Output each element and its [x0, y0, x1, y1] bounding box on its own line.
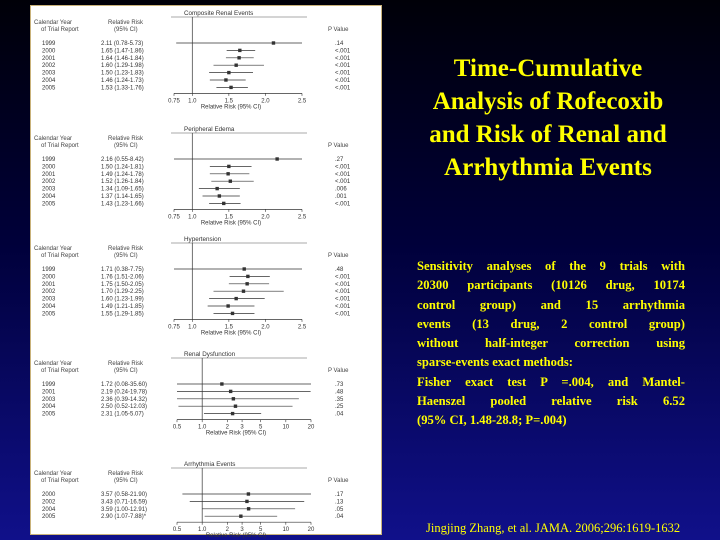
point-estimate-marker [227, 71, 230, 74]
body-line: events (13 drug, 2 control group) [417, 316, 685, 331]
point-estimate-marker [229, 180, 232, 183]
row-p-value: <.001 [335, 48, 351, 55]
row-year: 1999 [42, 157, 56, 163]
row-ci-text: 1.60 (1.23-1.99) [101, 296, 144, 303]
x-axis-label: Relative Risk (95% CI) [200, 104, 262, 111]
row-p-value: .73 [335, 382, 344, 388]
row-year: 2004 [42, 304, 56, 310]
point-estimate-marker [234, 405, 237, 408]
point-estimate-marker [215, 187, 218, 190]
header-p-value: P Value [328, 143, 349, 149]
row-p-value: .27 [335, 157, 344, 163]
row-ci-text: 1.55 (1.29-1.85) [101, 311, 144, 318]
row-p-value: .13 [335, 499, 344, 506]
row-ci-text: 1.50 (1.24-1.81) [101, 164, 144, 171]
row-p-value: <.001 [335, 281, 351, 288]
row-p-value: .04 [335, 411, 344, 418]
panel-title: Peripheral Edema [184, 126, 235, 133]
body-line: control group) and 15 arrhythmia [417, 297, 685, 312]
x-tick-label: 5 [258, 424, 263, 431]
row-p-value: .17 [335, 492, 344, 498]
point-estimate-marker [226, 172, 229, 175]
row-year: 2004 [42, 404, 56, 411]
header-relative-risk: Relative Risk [108, 246, 144, 252]
x-tick-label: 0.5 [172, 527, 182, 534]
body-line: 20300 participants (10126 drug, 10174 [417, 278, 685, 293]
row-year: 2001 [42, 281, 56, 288]
x-axis-label: Relative Risk (95% CI) [200, 330, 262, 337]
forest-plot-figure [30, 5, 382, 540]
point-estimate-marker [272, 41, 275, 44]
header-calendar-year: of Trial Report [41, 253, 79, 259]
x-tick-label: 20 [307, 424, 315, 431]
header-calendar-year: of Trial Report [41, 143, 79, 149]
row-year: 2003 [42, 70, 56, 77]
x-tick-label: 0.5 [172, 424, 182, 431]
header-calendar-year: Calendar Year [34, 246, 73, 252]
header-calendar-year: of Trial Report [41, 27, 79, 33]
point-estimate-marker [234, 297, 237, 300]
point-estimate-marker [245, 282, 248, 285]
row-year: 2001 [42, 171, 56, 178]
point-estimate-marker [247, 507, 250, 510]
row-ci-text: 2.90 (1.07-7.88)* [101, 514, 147, 521]
row-year: 1999 [42, 41, 56, 47]
row-year: 2002 [42, 289, 56, 296]
row-ci-text: 1.53 (1.33-1.76) [101, 85, 144, 92]
header-calendar-year: Calendar Year [34, 471, 73, 477]
row-ci-text: 1.71 (0.38-7.75) [101, 267, 144, 273]
x-tick-label: 2 [225, 424, 230, 431]
row-ci-text: 1.34 (1.09-1.65) [101, 186, 144, 193]
row-ci-text: 3.57 (0.58-21.90) [101, 492, 148, 498]
x-tick-label: 1.0 [188, 214, 197, 221]
point-estimate-marker [226, 304, 229, 307]
row-year: 2000 [42, 48, 56, 55]
x-tick-label: 3 [240, 424, 244, 431]
row-year: 2002 [42, 499, 56, 506]
x-tick-label: 1.0 [188, 98, 197, 105]
row-year: 2004 [42, 194, 56, 200]
point-estimate-marker [231, 312, 234, 315]
point-estimate-marker [218, 194, 221, 197]
x-tick-label: 1.5 [224, 214, 234, 221]
point-estimate-marker [247, 492, 250, 495]
header-p-value: P Value [328, 478, 349, 484]
row-ci-text: 1.49 (1.24-1.78) [101, 171, 144, 178]
row-year: 2005 [42, 201, 56, 208]
x-tick-label: 2.0 [261, 324, 270, 331]
point-estimate-marker [242, 290, 245, 293]
header-calendar-year: of Trial Report [41, 368, 79, 374]
row-p-value: <.001 [335, 201, 351, 208]
point-estimate-marker [232, 397, 235, 400]
row-year: 2005 [42, 311, 56, 318]
row-ci-text: 1.75 (1.50-2.05) [101, 281, 144, 288]
x-tick-label: 0.75 [168, 98, 180, 105]
row-p-value: <.001 [335, 296, 351, 303]
point-estimate-marker [234, 64, 237, 67]
row-p-value: .001 [335, 194, 347, 200]
body-line: without half-integer correction using [417, 336, 685, 351]
header-calendar-year: of Trial Report [41, 478, 79, 484]
header-relative-risk: (95% CI) [114, 478, 138, 484]
row-p-value: .35 [335, 396, 344, 403]
row-p-value: <.001 [335, 164, 351, 171]
title-line: Time-Cumulative [453, 55, 643, 82]
row-ci-text: 1.49 (1.21-1.85) [101, 304, 144, 310]
title-line: Analysis of Rofecoxib [432, 88, 664, 115]
point-estimate-marker [275, 157, 278, 160]
panel-title: Composite Renal Events [184, 10, 254, 17]
x-tick-label: 10 [282, 527, 290, 534]
row-ci-text: 1.43 (1.23-1.66) [101, 201, 144, 208]
row-ci-text: 3.43 (0.71-16.59) [101, 499, 148, 506]
point-estimate-marker [239, 515, 242, 518]
forest-plot-svg [31, 6, 381, 540]
row-ci-text: 1.60 (1.29-1.98) [101, 63, 144, 70]
row-year: 2003 [42, 396, 56, 403]
row-year: 2000 [42, 492, 56, 498]
row-ci-text: 1.64 (1.46-1.84) [101, 55, 144, 62]
body-line: sparse-events exact methods: [417, 355, 573, 370]
row-ci-text: 2.11 (0.78-5.73) [101, 41, 144, 47]
row-p-value: .48 [335, 267, 344, 273]
row-year: 2005 [42, 411, 56, 418]
row-year: 1999 [42, 267, 56, 273]
row-year: 2000 [42, 164, 56, 171]
title-line: and Risk of Renal and [429, 121, 667, 148]
x-tick-label: 2.5 [297, 324, 307, 331]
row-p-value: <.001 [335, 179, 351, 186]
row-p-value: .48 [335, 389, 344, 396]
row-p-value: .05 [335, 506, 344, 513]
row-year: 2000 [42, 274, 56, 281]
slide-title [400, 52, 696, 184]
panel-title: Hypertension [184, 236, 222, 243]
header-relative-risk: Relative Risk [108, 20, 144, 26]
x-tick-label: 0.75 [168, 214, 180, 221]
row-p-value: <.001 [335, 311, 351, 318]
x-axis-label: Relative Risk (95% CI) [205, 533, 267, 540]
point-estimate-marker [238, 49, 241, 52]
point-estimate-marker [229, 390, 232, 393]
panel-title: Renal Dysfunction [184, 351, 236, 358]
row-ci-text: 1.65 (1.47-1.86) [101, 48, 144, 55]
row-ci-text: 2.36 (0.39-14.32) [101, 396, 148, 403]
point-estimate-marker [246, 275, 249, 278]
row-p-value: <.001 [335, 63, 351, 70]
header-relative-risk: (95% CI) [114, 253, 138, 259]
header-p-value: P Value [328, 253, 349, 259]
row-p-value: <.001 [335, 78, 351, 84]
citation: Jingjing Zhang, et al. JAMA. 2006;296:1619-1632 [426, 521, 681, 535]
point-estimate-marker [222, 202, 225, 205]
row-p-value: .14 [335, 41, 344, 47]
row-ci-text: 2.16 (0.55-8.42) [101, 157, 144, 163]
header-relative-risk: (95% CI) [114, 368, 138, 374]
point-estimate-marker [231, 412, 234, 415]
header-calendar-year: Calendar Year [34, 361, 73, 367]
x-tick-label: 2.0 [261, 214, 270, 221]
title-line: Arrhythmia Events [444, 154, 652, 181]
row-year: 2004 [42, 78, 56, 84]
x-tick-label: 10 [282, 424, 290, 431]
row-p-value: <.001 [335, 171, 351, 178]
body-line: Sensitivity analyses of the 9 trials with [417, 259, 685, 273]
row-p-value: .006 [335, 186, 347, 193]
point-estimate-marker [224, 78, 227, 81]
row-ci-text: 1.50 (1.23-1.83) [101, 70, 144, 77]
header-relative-risk: (95% CI) [114, 143, 138, 149]
row-p-value: <.001 [335, 289, 351, 296]
point-estimate-marker [243, 267, 246, 270]
x-tick-label: 20 [307, 527, 315, 534]
x-tick-label: 3 [240, 527, 244, 534]
header-relative-risk: Relative Risk [108, 471, 144, 477]
row-p-value: <.001 [335, 85, 351, 92]
row-year: 1999 [42, 382, 56, 388]
row-ci-text: 2.19 (0.24-19.78) [101, 389, 148, 396]
row-p-value: <.001 [335, 55, 351, 62]
row-p-value: .04 [335, 514, 344, 521]
body-line: (95% CI, 1.48-28.8; P=.004) [417, 413, 567, 428]
row-year: 2005 [42, 85, 56, 92]
point-estimate-marker [229, 86, 232, 89]
x-tick-label: 2.5 [297, 214, 307, 221]
header-relative-risk: Relative Risk [108, 361, 144, 367]
row-p-value: .25 [335, 404, 344, 411]
row-ci-text: 1.46 (1.24-1.73) [101, 78, 144, 84]
x-axis-label: Relative Risk (95% CI) [205, 430, 267, 437]
row-year: 2005 [42, 514, 56, 521]
x-tick-label: 0.75 [168, 324, 180, 331]
body-line: Fisher exact test P =.004, and Mantel- [417, 374, 685, 389]
row-ci-text: 3.59 (1.00-12.91) [101, 506, 148, 513]
x-tick-label: 1.0 [188, 324, 197, 331]
row-year: 2002 [42, 179, 56, 186]
row-year: 2002 [42, 63, 56, 70]
row-ci-text: 1.76 (1.51-2.06) [101, 274, 144, 281]
row-year: 2003 [42, 296, 56, 303]
x-tick-label: 1.0 [198, 527, 207, 534]
row-ci-text: 1.72 (0.08-35.60) [101, 382, 148, 388]
body-line: Haenszel pooled relative risk 6.52 [417, 394, 685, 409]
header-relative-risk: (95% CI) [114, 27, 138, 33]
header-relative-risk: Relative Risk [108, 136, 144, 142]
point-estimate-marker [245, 500, 248, 503]
row-ci-text: 1.52 (1.26-1.84) [101, 179, 144, 186]
header-calendar-year: Calendar Year [34, 136, 73, 142]
point-estimate-marker [220, 382, 223, 385]
x-tick-label: 1.5 [224, 324, 234, 331]
row-ci-text: 2.31 (1.05-5.07) [101, 411, 144, 418]
body-text [417, 257, 685, 431]
point-estimate-marker [237, 56, 240, 59]
x-tick-label: 5 [258, 527, 263, 534]
row-year: 2003 [42, 186, 56, 193]
row-ci-text: 1.70 (1.29-2.25) [101, 289, 144, 296]
x-tick-label: 2.5 [297, 98, 307, 105]
x-tick-label: 2 [225, 527, 230, 534]
header-p-value: P Value [328, 27, 349, 33]
x-tick-label: 2.0 [261, 98, 270, 105]
header-p-value: P Value [328, 368, 349, 374]
row-year: 2004 [42, 506, 56, 513]
x-tick-label: 1.5 [224, 98, 234, 105]
row-p-value: <.001 [335, 274, 351, 281]
row-p-value: <.001 [335, 304, 351, 310]
row-year: 2001 [42, 55, 56, 62]
row-ci-text: 2.50 (0.52-12.03) [101, 404, 148, 411]
row-year: 2001 [42, 389, 56, 396]
point-estimate-marker [227, 165, 230, 168]
row-ci-text: 1.37 (1.14-1.65) [101, 194, 144, 200]
row-p-value: <.001 [335, 70, 351, 77]
x-axis-label: Relative Risk (95% CI) [200, 220, 262, 227]
panel-title: Arrhythmia Events [184, 461, 236, 468]
header-calendar-year: Calendar Year [34, 20, 73, 26]
x-tick-label: 1.0 [198, 424, 207, 431]
